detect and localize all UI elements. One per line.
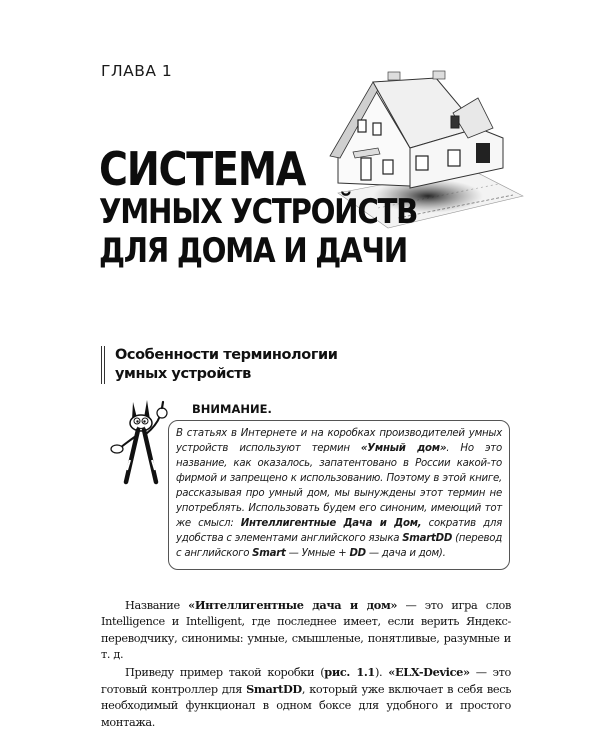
body-text <box>101 597 511 731</box>
attention-note-box: В статьях в Интернете и на коробках производителей умных устройств используют термин «Умный дом». Но это название, как оказалось, запатентовано в России какой-то фирмой и запрещено к использованию. Поэтому в этой книге, рассказывая про умный дом, мы вынуждены этот термин не употреблять. Использовать будем его синоним, имеющий тот же смысл: Интеллигентные Дача и Дом, сократив для удобства с элементами английского языка SmartDD (перевод с английского Smart — Умные + DD — дача и дом). <box>168 420 510 570</box>
chapter-label: ГЛАВА 1 <box>101 62 173 80</box>
section-heading-line2: умных устройств <box>115 366 251 382</box>
section-heading <box>101 346 338 384</box>
note-label: ВНИМАНИЕ. <box>192 402 272 416</box>
paragraph-2: Приведу пример такой коробки (рис. 1.1). «ELX-Device» — это готовый контроллер для SmartDD, который уже включает в себя весь необходимый функционал в одном боксе для удобного и простого монтажа. <box>101 664 511 729</box>
section-heading-line1: Особенности терминологии <box>115 347 338 363</box>
chapter-title-line2: УМНЫХ УСТРОЙСТВ <box>99 192 418 232</box>
pliers-mascot-icon <box>106 398 176 490</box>
chapter-title-line3: ДЛЯ ДОМА И ДАЧИ <box>99 231 407 271</box>
paragraph-1: Название «Интеллигентные дача и дом» — это игра слов Intelligence и Intelligent, где последнее имеет, если верить Яндекс-переводчику, синонимы: умные, смышленые, понятливые, разумные и т. д. <box>101 598 511 662</box>
chapter-title-line1: СИСТЕМА <box>99 142 306 196</box>
chapter-title <box>99 142 469 271</box>
